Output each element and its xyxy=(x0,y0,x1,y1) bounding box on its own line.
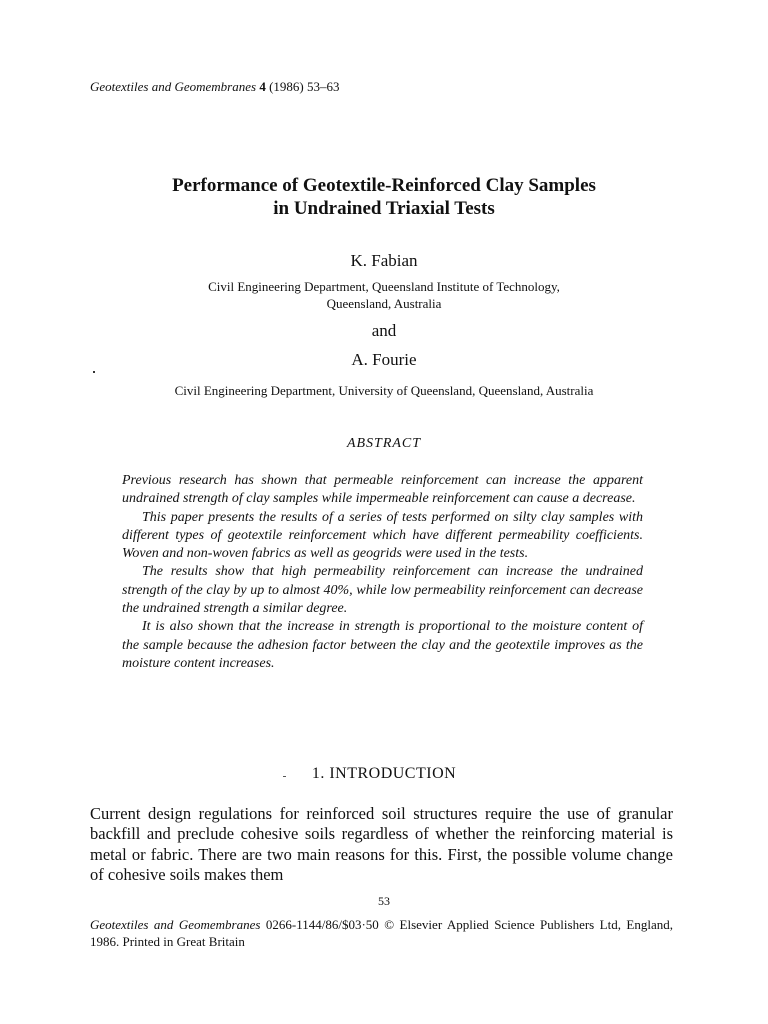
abstract-paragraph: Previous research has shown that permeable reinforcement can increase the apparent undrained strength of clay samples while impermeable reinforcement can cause a decrease. xyxy=(122,473,643,507)
paper-title xyxy=(60,174,708,220)
author-1-name: K. Fabian xyxy=(350,251,418,270)
journal-volume: 4 xyxy=(259,79,266,94)
abstract-paragraph: This paper presents the results of a series of tests performed on silty clay samples with different types of geotextile reinforcement which have different permeability coefficients. Woven and non-woven fabrics as well as geogrids were used in the tests. xyxy=(122,509,643,562)
title-line-1: Performance of Geotextile-Reinforced Clay Samples xyxy=(172,175,596,196)
author-1-affiliation-line-1: Civil Engineering Department, Queensland Institute of Technology, xyxy=(208,279,560,294)
journal-year-pages: (1986) 53–63 xyxy=(269,79,340,94)
copyright-footer xyxy=(90,916,673,950)
author-1-affiliation-line-2: Queensland, Australia xyxy=(326,296,442,311)
abstract-paragraph: The results show that high permeability reinforcement can increase the undrained strength of the clay by up to almost 40%, while low permeability reinforcement can decrease the undrained strength a similar degree. xyxy=(122,564,643,617)
author-2-affiliation: Civil Engineering Department, University of Queensland, Queensland, Australia xyxy=(174,383,594,398)
section-body xyxy=(90,804,673,885)
title-line-2: in Undrained Triaxial Tests xyxy=(273,198,495,219)
abstract-paragraph: It is also shown that the increase in strength is proportional to the moisture content of the sample because the adhesion factor between the clay and the geotextile improves as the moisture content increases. xyxy=(122,619,643,671)
journal-name: Geotextiles and Geomembranes xyxy=(90,79,257,94)
page-number: 53 xyxy=(378,894,390,908)
abstract-heading: ABSTRACT xyxy=(346,436,422,451)
author-conjunction: and xyxy=(371,321,397,340)
journal-reference xyxy=(90,79,340,95)
body-paragraph: Current design regulations for reinforced soil structures require the use of granular backfill and preclude cohesive soils regardless of whether the reinforcing material is metal or fabric. There are two main reasons for this. First, the possible volume change of cohesive soils makes them xyxy=(90,804,673,884)
author-2-name: A. Fourie xyxy=(351,350,417,369)
scan-speck xyxy=(93,371,95,373)
footer-details: 0266-1144/86/$03·50 © Elsevier Applied Science Publishers Ltd, England, 1986. Printed in Great Britain xyxy=(90,917,673,949)
footer-journal-name: Geotextiles and Geomembranes xyxy=(90,917,261,932)
section-heading: 1. INTRODUCTION xyxy=(311,765,457,782)
author-1-affiliation xyxy=(40,278,728,312)
abstract-body xyxy=(122,472,643,673)
